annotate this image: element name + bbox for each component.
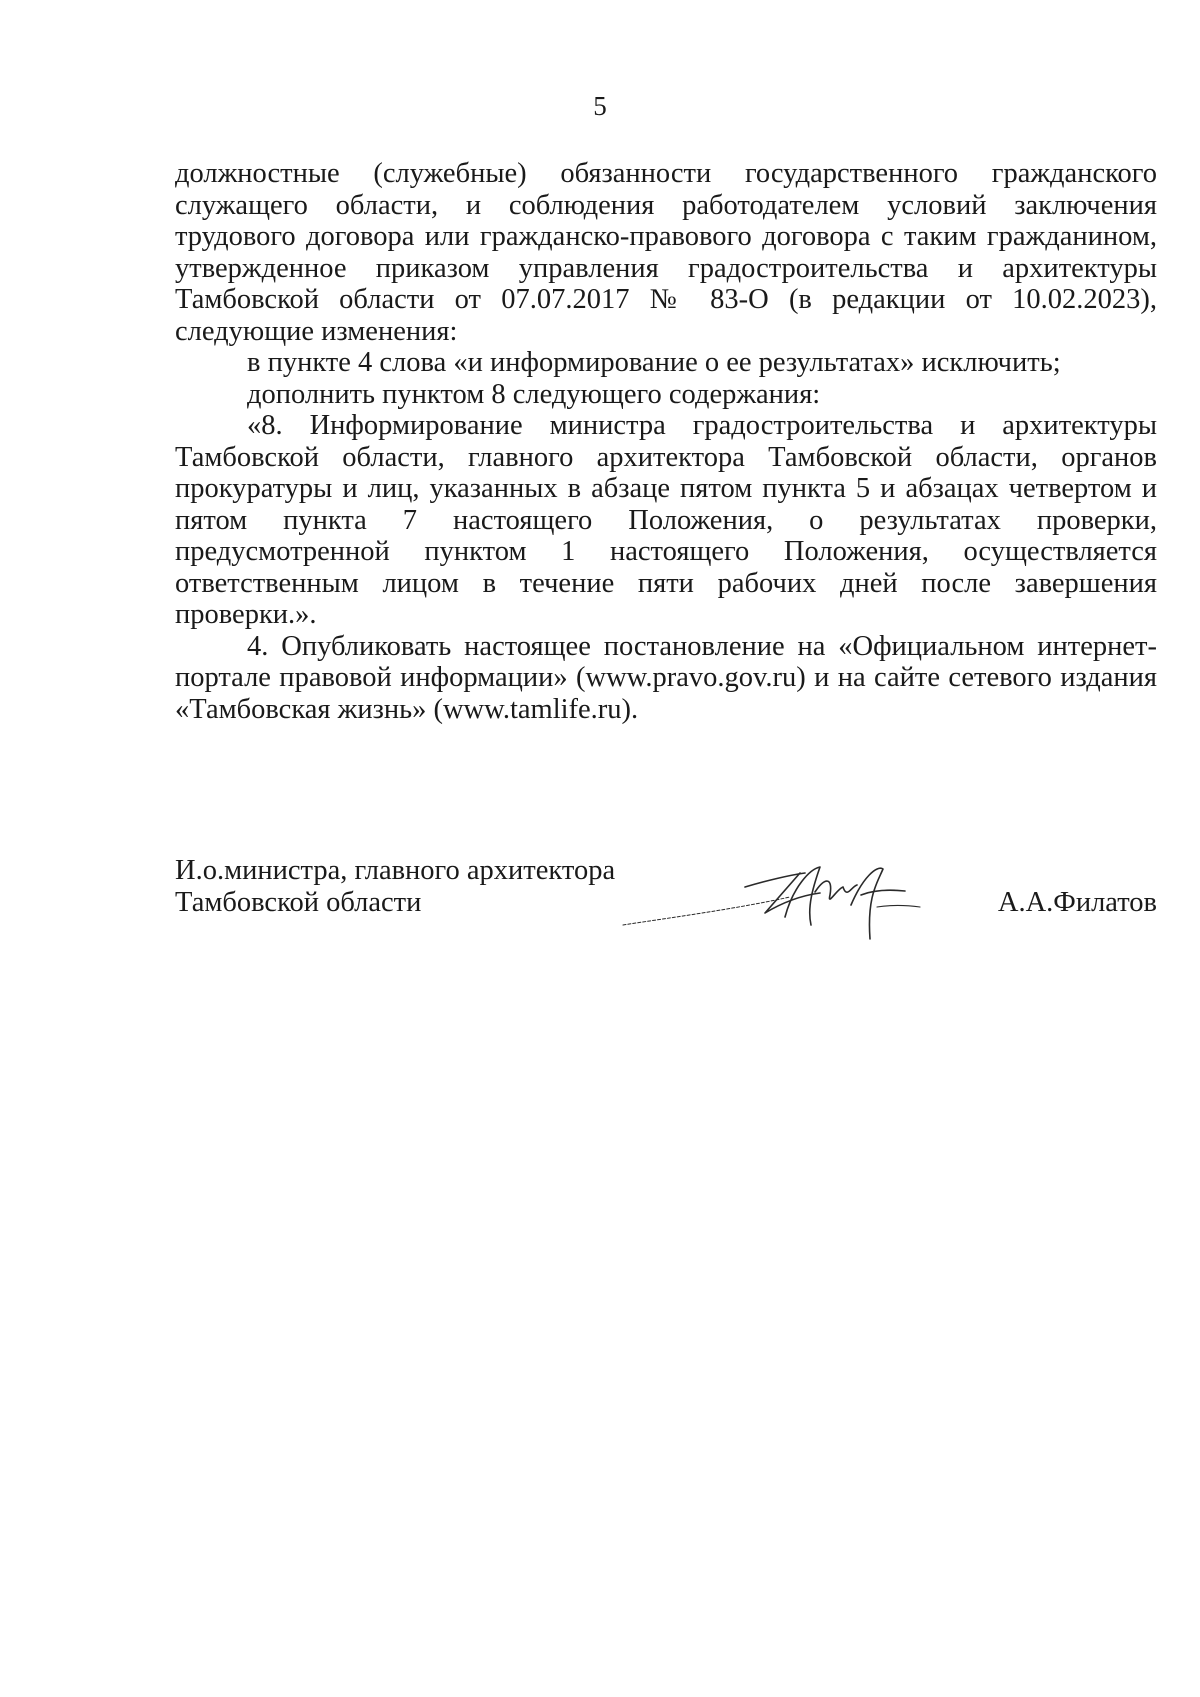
paragraph-clause-4-change: в пункте 4 слова «и информирование о ее результатах» исключить; [247,347,1061,378]
paragraph-publish-order: 4. Опубликовать настоящее постановление на «Официальном интернет-портале правовой информации» (www.pravo.gov.ru) и на сайте сетевого издания «Тамбовская жизнь» (www.tamlife.ru). [175,630,1157,725]
paragraph-add-clause-8: дополнить пунктом 8 следующего содержания: [247,378,821,410]
signatory-title-line-1: И.о.министра, главного архитектора [175,855,616,886]
signature-block [175,855,1157,945]
signatory-name: А.А.Филатов [997,887,1157,918]
handwritten-signature [615,847,925,942]
signatory-title [175,855,655,919]
page-number: 5 [593,91,607,121]
paragraph-clause-8-text: «8. Информирование министра градостроительства и архитектуры Тамбовской области, главного архитектора Тамбовской области, органов прокуратуры и лиц, указанных в абзаце пятом пункта 5 и абзацах четвертом и пятом пункта 7 настоящего Положения, о результатах проверки, предусмотренной пунктом 1 настоящего Положения, осуществляется ответственным лицом в течение пяти рабочих дней после завершения проверки.». [175,410,1157,630]
paragraph-amendment-intro: должностные (служебные) обязанности государственного гражданского служащего области, и соблюдения работодателем условий заключения трудового договора или гражданско-правового договора с таким гражданином, утвержденное приказом управления градостроительства и архитектуры Тамбовской области от 07.07.2017 № 83-О (в редакции от 10.02.2023), следующие изменения: [175,158,1157,347]
document-body [175,158,1157,725]
signatory-title-line-2: Тамбовской области [175,887,422,918]
